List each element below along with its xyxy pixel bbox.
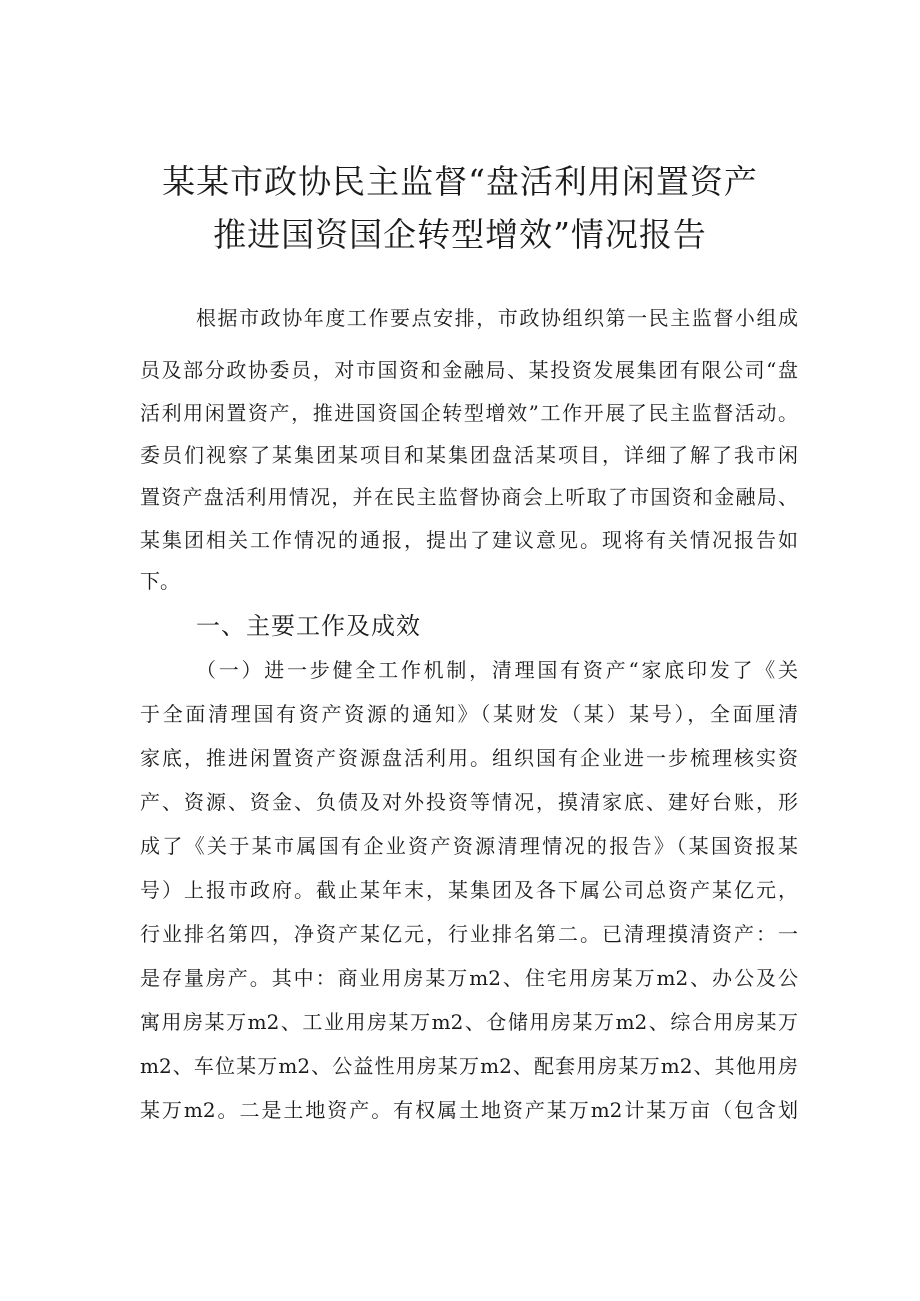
section-line: m2、车位某万m2、公益性用房某万m2、配套用房某万m2、其他用房 [140, 1054, 798, 1078]
section-line: 产、资源、资金、负债及对外投资等情况，摸清家底、建好台账，形 [140, 790, 798, 814]
section-line: 号）上报市政府。截止某年末，某集团及各下属公司总资产某亿元， [140, 878, 798, 902]
intro-line: 委员们视察了某集团某项目和某集团盘活某项目，详细了解了我市闲 [140, 443, 798, 467]
intro-line: 员及部分政协委员，对市国资和金融局、某投资发展集团有限公司“盘 [140, 358, 798, 382]
section-line: 是存量房产。其中：商业用房某万m2、住宅用房某万m2、办公及公 [140, 966, 798, 990]
intro-line: 活利用闲置资产，推进国资国企转型增效”工作开展了民主监督活动。 [140, 401, 798, 425]
section-line: 于全面清理国有资产资源的通知》（某财发（某）某号），全面厘清 [140, 702, 798, 726]
document-title-line-1: 某某市政协民主监督“盘活利用闲置资产 [162, 162, 758, 201]
intro-line: 根据市政协年度工作要点安排，市政协组织第一民主监督小组成 [196, 306, 798, 330]
section-line: 成了《关于某市属国有企业资产资源清理情况的报告》（某国资报某 [140, 834, 798, 858]
intro-line: 置资产盘活利用情况，并在民主监督协商会上听取了市国资和金融局、 [140, 485, 798, 509]
section-line: （一）进一步健全工作机制，清理国有资产“家底印发了《关 [196, 658, 798, 682]
document-title-line-2: 推进国资国企转型增效”情况报告 [213, 215, 707, 254]
section-heading: 一、主要工作及成效 [196, 612, 421, 640]
section-line: 寓用房某万m2、工业用房某万m2、仓储用房某万m2、综合用房某万 [140, 1010, 798, 1034]
section-line: 家底，推进闲置资产资源盘活利用。组织国有企业进一步梳理核实资 [140, 746, 798, 770]
intro-line: 下。 [140, 569, 180, 593]
intro-line: 某集团相关工作情况的通报，提出了建议意见。现将有关情况报告如 [140, 528, 798, 552]
section-line: 行业排名第四，净资产某亿元，行业排名第二。已清理摸清资产：一 [140, 922, 798, 946]
section-line: 某万m2。二是土地资产。有权属土地资产某万m2计某万亩（包含划 [140, 1098, 798, 1122]
